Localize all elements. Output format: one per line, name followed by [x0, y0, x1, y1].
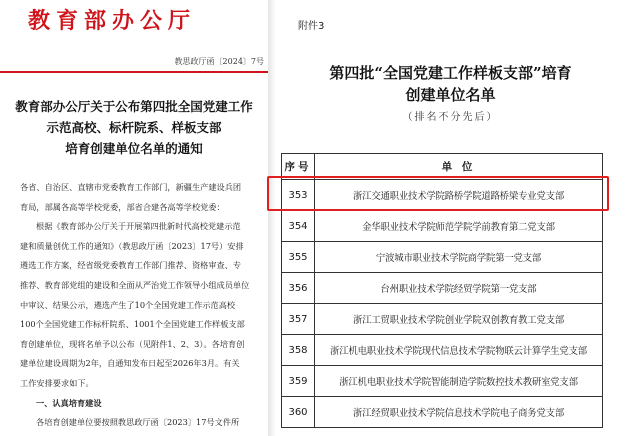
row-serial: 358 — [282, 335, 315, 366]
row-unit: 台州职业技术学院经贸学院第一党支部 — [315, 273, 603, 304]
row-unit: 浙江机电职业技术学院智能制造学院数控技术教研室党支部 — [315, 366, 603, 397]
table-row — [282, 366, 603, 397]
row-unit: 浙江交通职业技术学院路桥学院道路桥梁专业党支部 — [315, 180, 603, 211]
body-line: 根据《教育部办公厅关于开展第四批新时代高校党建示范 — [36, 221, 241, 232]
notice-title-line: 培育创建单位名单的通知 — [65, 141, 203, 156]
table-header-row — [282, 154, 603, 180]
header-serial: 序号 — [282, 154, 315, 180]
table-row — [282, 273, 603, 304]
table-row — [282, 180, 603, 211]
table-row — [282, 397, 603, 428]
red-header-rule — [0, 71, 268, 73]
table-row — [282, 335, 603, 366]
list-title-line: 第四批“全国党建工作样板支部”培育 — [329, 64, 572, 82]
row-unit: 浙江机电职业技术学院现代信息技术学院物联云计算学生党支部 — [315, 335, 603, 366]
section-heading: 一、认真培育建设 — [36, 397, 102, 408]
body-line: 育局，部属各高等学校党委，部省合建各高等学校党委： — [20, 201, 225, 212]
row-unit: 金华职业技术学院师范学院学前教育第二党支部 — [315, 211, 603, 242]
body-line: 推荐、教育部党组的建设和全面从严治党工作领导小组成员单位 — [20, 279, 250, 290]
document-number: 教思政厅函〔2024〕7号 — [174, 57, 264, 66]
body-line: 遴选工作方案，经省级党委教育工作部门推荐、资格审查、专 — [20, 260, 242, 271]
list-note: （排名不分先后） — [402, 112, 499, 123]
row-serial: 354 — [282, 211, 315, 242]
row-serial: 353 — [282, 180, 315, 211]
row-serial: 356 — [282, 273, 315, 304]
header-unit: 单 位 — [315, 154, 603, 180]
body-line: 各培育创建单位要按照教思政厅函〔2023〕17号文件所 — [36, 417, 240, 428]
page-divider — [268, 0, 276, 436]
list-title-line: 创建单位名单 — [405, 86, 496, 104]
right-document-page — [276, 0, 625, 436]
table-row — [282, 242, 603, 273]
notice-title-line: 示范高校、标杆院系、样板支部 — [46, 120, 222, 135]
body-line: 工作安排要求如下。 — [20, 377, 94, 388]
notice-title-line: 教育部办公厅关于公布第四批全国党建工作 — [15, 99, 253, 114]
row-unit: 浙江经贸职业技术学院信息技术学院电子商务党支部 — [315, 397, 603, 428]
row-unit: 宁波城市职业技术学院商学院第一党支部 — [315, 242, 603, 273]
row-serial: 357 — [282, 304, 315, 335]
body-line: 建和质量创优工作的通知》（教思政厅函〔2023〕17号）安排 — [20, 240, 244, 251]
body-line: 100个全国党建工作标杆院系、1001个全国党建工作样板支部 — [20, 319, 245, 330]
issuer-header: 教育部办公厅 — [28, 8, 197, 34]
body-line: 中审议、结果公示，遴选产生了10个全国党建工作示范高校 — [20, 299, 236, 310]
body-line: 各省、自治区、直辖市党委教育工作部门，新疆生产建设兵团 — [20, 182, 242, 192]
body-line: 育创建单位，现将名单予以公布（见附件1、2、3）。各培育创 — [20, 338, 245, 349]
left-document-page — [0, 0, 268, 436]
list-title — [276, 62, 625, 106]
roster-table — [281, 153, 603, 428]
body-line: 建单位建设周期为2年，自通知发布日起至2026年3月。有关 — [20, 358, 240, 369]
table-row — [282, 304, 603, 335]
notice-title — [0, 96, 268, 159]
attachment-label: 附件3 — [298, 21, 325, 32]
row-serial: 355 — [282, 242, 315, 273]
row-serial: 360 — [282, 397, 315, 428]
row-unit: 浙江工贸职业技术学院创业学院双创教育教工党支部 — [315, 304, 603, 335]
row-serial: 359 — [282, 366, 315, 397]
table-row — [282, 211, 603, 242]
notice-body — [20, 178, 268, 433]
